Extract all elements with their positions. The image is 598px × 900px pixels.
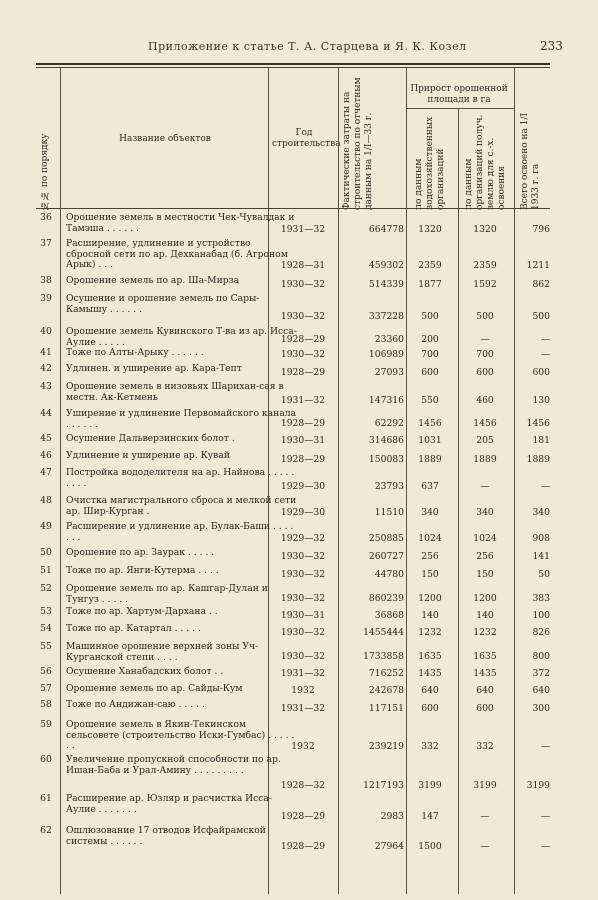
row-number: 61 — [40, 793, 52, 804]
table-row — [36, 826, 550, 854]
construction-years: 1930—32 — [280, 569, 326, 580]
object-name: Осушение Дальверзинских болот . — [66, 433, 235, 444]
total-developed: — — [540, 741, 550, 752]
total-developed: 796 — [532, 224, 550, 235]
object-name: Орошение земель Кувинского Т-ва из ар. Исса-Аулие . . . . . — [66, 326, 297, 348]
actual-cost: 260727 — [368, 551, 404, 562]
total-developed: 500 — [532, 311, 550, 322]
construction-years: 1928—32 — [280, 780, 326, 791]
actual-cost: 36868 — [374, 610, 404, 621]
actual-cost: 23793 — [374, 481, 404, 492]
object-name: Тоже по Андижан-саю . . . . . — [66, 699, 205, 710]
object-name: Машинное орошение верхней зоны Уч-Курганской степи . . . . — [66, 641, 259, 663]
growth-agri-org: 150 — [476, 569, 494, 580]
total-developed: 300 — [532, 703, 550, 714]
table-row — [36, 607, 550, 623]
construction-years: 1930—32 — [280, 279, 326, 290]
actual-cost: 337228 — [368, 311, 404, 322]
top-rule-thin — [36, 67, 550, 68]
total-developed: 800 — [532, 651, 550, 662]
col-header-cost: Фактические затраты на строительство по отчетным данным на 1/I—33 г. — [342, 77, 374, 210]
construction-years: 1930—32 — [280, 311, 326, 322]
table-row — [36, 239, 550, 273]
growth-agri-org: — — [480, 481, 490, 492]
row-number: 48 — [40, 495, 52, 506]
growth-agri-org: 460 — [476, 395, 494, 406]
growth-water-org: 1024 — [418, 533, 442, 544]
actual-cost: 1733858 — [363, 651, 404, 662]
table-row — [36, 755, 550, 793]
construction-years: 1928—29 — [280, 334, 326, 345]
object-name: Расширение ар. Юзляр и расчистка Исса-Аулие . . . . . . . — [66, 793, 273, 815]
growth-agri-org: — — [480, 811, 490, 822]
growth-agri-org: 205 — [476, 435, 494, 446]
total-developed: 1456 — [526, 418, 550, 429]
object-name: Тоже по ар. Янги-Кутерма . . . . — [66, 565, 219, 576]
total-developed: 340 — [532, 507, 550, 518]
object-name: Увеличение пропускной способности по ар. Ишан-Баба и Урал-Амину . . . . . . . . . — [66, 754, 281, 776]
col-header-growth-water: по данным водохозяйственных организаций — [414, 116, 446, 210]
construction-years: 1930—32 — [280, 651, 326, 662]
growth-water-org: 500 — [421, 311, 439, 322]
actual-cost: 150083 — [368, 454, 404, 465]
growth-agri-org: 2359 — [473, 260, 497, 271]
growth-water-org: 700 — [421, 349, 439, 360]
object-name: Расширение, удлинение и устройство сбросной сети по ар. Дехканабад (б. Агроном Арык) . . . — [66, 238, 288, 271]
table-row — [36, 327, 550, 347]
total-developed: 141 — [532, 551, 550, 562]
table-row — [36, 566, 550, 582]
row-number: 41 — [40, 347, 52, 358]
growth-agri-org: 1200 — [473, 593, 497, 604]
row-number: 43 — [40, 381, 52, 392]
growth-agri-org: 1456 — [473, 418, 497, 429]
table-row — [36, 794, 550, 824]
row-number: 52 — [40, 583, 52, 594]
construction-years: 1930—32 — [280, 627, 326, 638]
object-name: Уширение и удлинение Первомайского канала . . . . . . — [66, 408, 297, 430]
growth-water-org: 1877 — [418, 279, 442, 290]
total-developed: 3199 — [526, 780, 550, 791]
col-header-growth: Прирост орошенной площади в га — [410, 84, 508, 105]
actual-cost: 44780 — [374, 569, 404, 580]
grid-line — [406, 108, 514, 109]
actual-cost: 62292 — [374, 418, 404, 429]
row-number: 42 — [40, 363, 52, 374]
actual-cost: 860239 — [368, 593, 404, 604]
total-developed: 908 — [532, 533, 550, 544]
row-number: 49 — [40, 521, 52, 532]
growth-water-org: 600 — [421, 367, 439, 378]
growth-agri-org: 340 — [476, 507, 494, 518]
growth-water-org: 200 — [421, 334, 439, 345]
row-number: 57 — [40, 683, 52, 694]
growth-water-org: 140 — [421, 610, 439, 621]
table-row — [36, 434, 550, 448]
col-header-growth-agri: по данным организаций получ. землю для с.-х. освоения — [464, 114, 507, 210]
row-number: 55 — [40, 641, 52, 652]
table-row — [36, 348, 550, 362]
growth-agri-org: 1889 — [473, 454, 497, 465]
actual-cost: 23360 — [374, 334, 404, 345]
construction-years: 1931—32 — [280, 703, 326, 714]
growth-water-org: 1031 — [418, 435, 442, 446]
table-row — [36, 684, 550, 698]
growth-agri-org: 140 — [476, 610, 494, 621]
growth-agri-org: 1232 — [473, 627, 497, 638]
construction-years: 1929—32 — [280, 533, 326, 544]
header-bottom-rule — [36, 208, 550, 209]
running-title: Приложение к статье Т. А. Старцева и Я. К. Козел — [148, 40, 467, 53]
row-number: 40 — [40, 326, 52, 337]
table-row — [36, 548, 550, 564]
growth-water-org: 2359 — [418, 260, 442, 271]
construction-years: 1929—30 — [280, 481, 326, 492]
growth-water-org: 1500 — [418, 841, 442, 852]
growth-water-org: 150 — [421, 569, 439, 580]
total-developed: — — [540, 334, 550, 345]
growth-agri-org: — — [480, 334, 490, 345]
object-name: Удлинение и уширение ар. Кувай — [66, 450, 230, 461]
object-name: Орошение земель в низовьях Шарихан-сая в местн. Ак-Кетмень — [66, 381, 284, 403]
table-row — [36, 409, 550, 431]
table-row — [36, 667, 550, 681]
total-developed: 1211 — [526, 260, 550, 271]
growth-agri-org: 600 — [476, 703, 494, 714]
table-row — [36, 522, 550, 546]
actual-cost: 27964 — [374, 841, 404, 852]
construction-years: 1931—32 — [280, 395, 326, 406]
growth-water-org: 340 — [421, 507, 439, 518]
construction-years: 1928—29 — [280, 454, 326, 465]
construction-years: 1930—32 — [280, 551, 326, 562]
row-number: 54 — [40, 623, 52, 634]
object-name: Осушение и орошение земель по Сары-Камышу . . . . . . — [66, 293, 260, 315]
actual-cost: 27093 — [374, 367, 404, 378]
object-name: Орошение земель в местности Чек-Чувалдак и Тамэша . . . . . . — [66, 212, 295, 234]
growth-water-org: 600 — [421, 703, 439, 714]
actual-cost: 1455444 — [363, 627, 404, 638]
actual-cost: 11510 — [374, 507, 404, 518]
total-developed: — — [540, 811, 550, 822]
actual-cost: 459302 — [368, 260, 404, 271]
growth-agri-org: 1435 — [473, 668, 497, 679]
row-number: 60 — [40, 754, 52, 765]
row-number: 37 — [40, 238, 52, 249]
row-number: 50 — [40, 547, 52, 558]
total-developed: 1889 — [526, 454, 550, 465]
construction-years: 1931—32 — [280, 224, 326, 235]
total-developed: 640 — [532, 685, 550, 696]
actual-cost: 239219 — [368, 741, 404, 752]
growth-agri-org: 1635 — [473, 651, 497, 662]
construction-years: 1931—32 — [280, 668, 326, 679]
object-name: Тоже по ар. Катартал . . . . . — [66, 623, 201, 634]
object-name: Постройка вододелителя на ар. Найнова . . . . . . . . . — [66, 467, 295, 489]
growth-water-org: 550 — [421, 395, 439, 406]
object-name: Ошлюзование 17 отводов Исфайрамской системы . . . . . . — [66, 825, 266, 847]
actual-cost: 147316 — [368, 395, 404, 406]
construction-years: 1930—31 — [280, 435, 326, 446]
total-developed: 862 — [532, 279, 550, 290]
growth-agri-org: 500 — [476, 311, 494, 322]
construction-years: 1930—32 — [280, 349, 326, 360]
row-number: 58 — [40, 699, 52, 710]
growth-agri-org: 1320 — [473, 224, 497, 235]
growth-agri-org: 1592 — [473, 279, 497, 290]
total-developed: — — [540, 841, 550, 852]
construction-years: 1929—30 — [280, 507, 326, 518]
total-developed: 372 — [532, 668, 550, 679]
table-row — [36, 584, 550, 606]
growth-water-org: 640 — [421, 685, 439, 696]
object-name: Расширение и удлинение ар. Булак-Баши . . . . . . . — [66, 521, 294, 543]
actual-cost: 106989 — [368, 349, 404, 360]
object-name: Тоже по ар. Хартум-Дархана . . — [66, 606, 218, 617]
actual-cost: 664778 — [368, 224, 404, 235]
table-row — [36, 451, 550, 467]
growth-water-org: 1232 — [418, 627, 442, 638]
table-row — [36, 700, 550, 716]
growth-water-org: 1320 — [418, 224, 442, 235]
col-header-year: Год строительства — [272, 128, 341, 149]
construction-years: 1932 — [291, 741, 315, 752]
actual-cost: 1217193 — [363, 780, 404, 791]
row-number: 53 — [40, 606, 52, 617]
total-developed: 181 — [532, 435, 550, 446]
row-number: 45 — [40, 433, 52, 444]
row-number: 56 — [40, 666, 52, 677]
total-developed: 600 — [532, 367, 550, 378]
growth-agri-org: 600 — [476, 367, 494, 378]
row-number: 47 — [40, 467, 52, 478]
construction-years: 1928—31 — [280, 260, 326, 271]
table-row — [36, 364, 550, 380]
growth-water-org: 637 — [421, 481, 439, 492]
growth-water-org: 1635 — [418, 651, 442, 662]
actual-cost: 514339 — [368, 279, 404, 290]
table-row — [36, 276, 550, 292]
growth-agri-org: 1024 — [473, 533, 497, 544]
actual-cost: 117151 — [368, 703, 404, 714]
growth-water-org: 3199 — [418, 780, 442, 791]
row-number: 51 — [40, 565, 52, 576]
growth-water-org: 332 — [421, 741, 439, 752]
growth-agri-org: 640 — [476, 685, 494, 696]
object-name: Тоже по Алты-Арыку . . . . . . — [66, 347, 204, 358]
table-row — [36, 468, 550, 494]
total-developed: — — [540, 481, 550, 492]
table-row — [36, 642, 550, 664]
growth-agri-org: — — [480, 841, 490, 852]
growth-agri-org: 256 — [476, 551, 494, 562]
row-number: 59 — [40, 719, 52, 730]
growth-water-org: 1456 — [418, 418, 442, 429]
actual-cost: 2983 — [380, 811, 404, 822]
construction-years: 1928—29 — [280, 418, 326, 429]
construction-years: 1932 — [291, 685, 315, 696]
object-name: Осушение Ханабадских болот . . — [66, 666, 224, 677]
object-name: Орошение земель в Якин-Текинском сельсовете (строительство Иски-Гумбас) . . . . . . . — [66, 719, 295, 752]
total-developed: 130 — [532, 395, 550, 406]
total-developed: 826 — [532, 627, 550, 638]
construction-years: 1928—29 — [280, 811, 326, 822]
table-row — [36, 624, 550, 640]
object-name: Орошение земель по ар. Кашгар-Дулан и Тунгуз . . . . . — [66, 583, 268, 605]
row-number: 46 — [40, 450, 52, 461]
growth-water-org: 147 — [421, 811, 439, 822]
col-header-name: Название объектов — [119, 134, 211, 144]
col-header-total: Всего освоено на 1/I 1933 г. га — [520, 112, 541, 210]
total-developed: 50 — [538, 569, 550, 580]
growth-water-org: 1889 — [418, 454, 442, 465]
table-row — [36, 382, 550, 408]
row-number: 36 — [40, 212, 52, 223]
construction-years: 1928—29 — [280, 367, 326, 378]
actual-cost: 314686 — [368, 435, 404, 446]
row-number: 38 — [40, 275, 52, 286]
table-row — [36, 720, 550, 754]
actual-cost: 716252 — [368, 668, 404, 679]
growth-water-org: 256 — [421, 551, 439, 562]
total-developed: 383 — [532, 593, 550, 604]
construction-years: 1930—31 — [280, 610, 326, 621]
actual-cost: 250885 — [368, 533, 404, 544]
col-header-no: №№ по порядку — [40, 133, 50, 210]
top-rule — [36, 63, 550, 65]
object-name: Орошение земель по ар. Сайды-Кум — [66, 683, 243, 694]
growth-water-org: 1435 — [418, 668, 442, 679]
object-name: Орошение по ар. Заурак . . . . . — [66, 547, 215, 558]
construction-years: 1928—29 — [280, 841, 326, 852]
actual-cost: 242678 — [368, 685, 404, 696]
growth-agri-org: 332 — [476, 741, 494, 752]
total-developed: — — [540, 349, 550, 360]
row-number: 39 — [40, 293, 52, 304]
row-number: 62 — [40, 825, 52, 836]
growth-water-org: 1200 — [418, 593, 442, 604]
object-name: Удлинен. и уширение ар. Кара-Тепт — [66, 363, 242, 374]
row-number: 44 — [40, 408, 52, 419]
table-row — [36, 294, 550, 324]
table-row — [36, 213, 550, 237]
growth-agri-org: 3199 — [473, 780, 497, 791]
growth-agri-org: 700 — [476, 349, 494, 360]
construction-years: 1930—32 — [280, 593, 326, 604]
table-row — [36, 496, 550, 520]
object-name: Орошение земель по ар. Ша-Мирза — [66, 275, 240, 286]
total-developed: 100 — [532, 610, 550, 621]
object-name: Очистка магистрального сброса и мелкой сети ар. Шир-Курган . — [66, 495, 297, 517]
page-number: 233 — [540, 39, 563, 53]
